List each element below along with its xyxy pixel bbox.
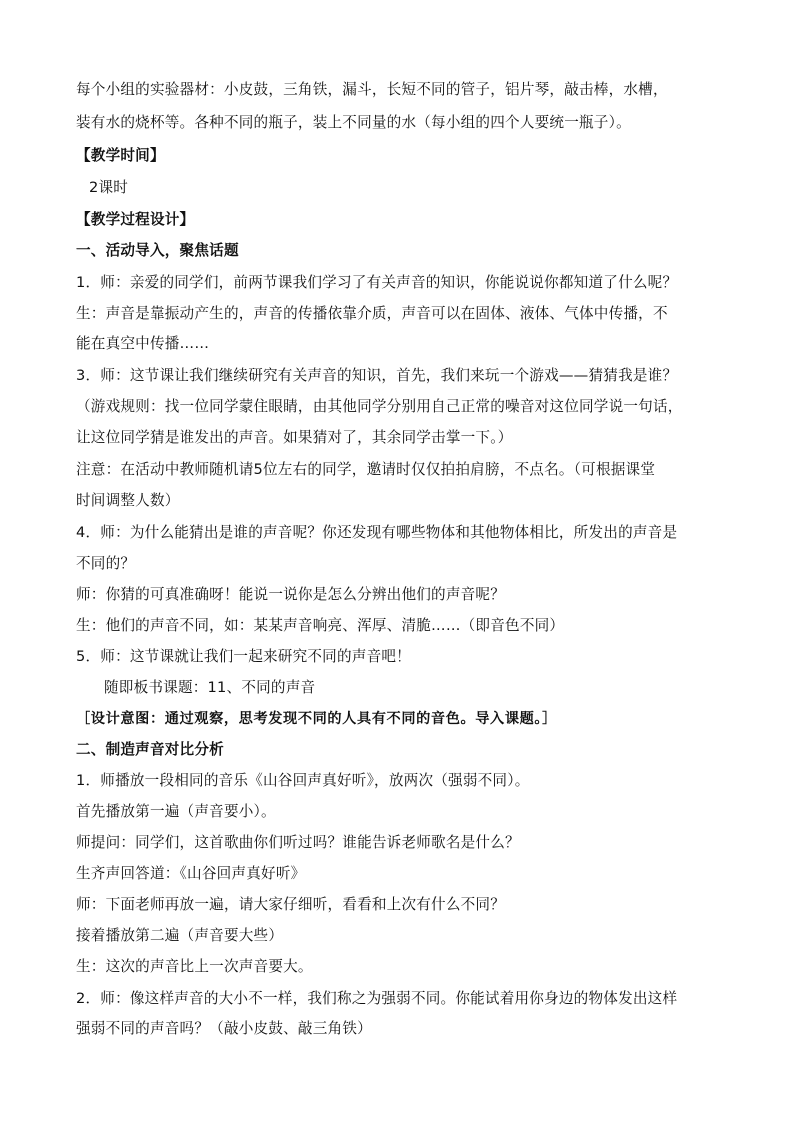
paragraph-line: 师：你猜的可真准确呀！能说一说你是怎么分辨出他们的声音呢？ <box>76 586 506 603</box>
paragraph-line: 能在真空中传播…… <box>76 335 210 352</box>
paragraph-line: 生：这次的声音比上一次声音要大。 <box>76 958 313 975</box>
paragraph-line: 注意：在活动中教师随机请5位左右的同学，邀请时仅仅拍拍肩膀，不点名。（可根据课堂 <box>76 461 656 478</box>
paragraph-line: 师：下面老师再放一遍，请大家仔细听，看看和上次有什么不同？ <box>76 896 506 913</box>
paragraph-line: 时间调整人数） <box>76 492 180 509</box>
paragraph-line: 首先播放第一遍（声音要小）。 <box>76 803 276 820</box>
paragraph-line: 生：他们的声音不同，如：某某声音响亮、浑厚、清脆……（即音色不同） <box>76 617 565 634</box>
teaching-time-value: 2课时 <box>89 179 129 196</box>
paragraph-line: 强弱不同的声音吗？（敲小皮鼓、敲三角铁） <box>76 1020 372 1037</box>
paragraph-line: 师提问：同学们，这首歌曲你们听过吗？谁能告诉老师歌名是什么？ <box>76 834 520 851</box>
paragraph-line: 让这位同学猜是谁发出的声音。如果猜对了，其余同学击掌一下。） <box>76 429 513 446</box>
paragraph-line: 生齐声回答道：《山谷回声真好听》 <box>76 865 306 882</box>
materials-line-2: 装有水的烧杯等。各种不同的瓶子，装上不同量的水（每小组的四个人要统一瓶子）。 <box>76 114 631 131</box>
paragraph-line: 1．师播放一段相同的音乐《山谷回声真好听》，放两次（强弱不同）。 <box>76 772 530 789</box>
paragraph-line: 2．师：像这样声音的大小不一样，我们称之为强弱不同。你能试着用你身边的物体发出这样 <box>76 990 678 1007</box>
heading-process-design: 【教学过程设计】 <box>76 211 195 228</box>
paragraph-line: 4．师：为什么能猜出是谁的声音呢？你还发现有哪些物体和其他物体相比，所发出的声音是 <box>76 524 678 541</box>
paragraph-line: 5．师：这节课就让我们一起来研究不同的声音吧！ <box>76 648 411 665</box>
heading-teaching-time: 【教学时间】 <box>76 147 165 164</box>
paragraph-line: 生：声音是靠振动产生的，声音的传播依靠介质，声音可以在固体、液体、气体中传播，不 <box>76 305 668 322</box>
paragraph-line: （游戏规则：找一位同学蒙住眼睛，由其他同学分别用自己正常的噪音对这位同学说一句话， <box>76 398 683 415</box>
design-intent-note: ［设计意图：通过观察，思考发现不同的人具有不同的音色。导入课题。］ <box>76 711 557 727</box>
paragraph-line: 3．师：这节课让我们继续研究有关声音的知识，首先，我们来玩一个游戏——猜猜我是谁？ <box>76 367 678 384</box>
materials-line-1: 每个小组的实验器材：小皮鼓，三角铁，漏斗，长短不同的管子，铝片琴，敲击棒，水槽， <box>76 81 668 98</box>
paragraph-line: 接着播放第二遍（声音要大些） <box>76 927 284 944</box>
paragraph-line: 1．师：亲爱的同学们，前两节课我们学习了有关声音的知识，你能说说你都知道了什么呢？ <box>76 274 678 291</box>
board-title-line: 随即板书课题：11、不同的声音 <box>104 679 316 696</box>
paragraph-line: 不同的？ <box>76 555 136 572</box>
section-2-title: 二、制造声音对比分析 <box>76 741 224 758</box>
section-1-title: 一、活动导入，聚焦话题 <box>76 242 239 259</box>
